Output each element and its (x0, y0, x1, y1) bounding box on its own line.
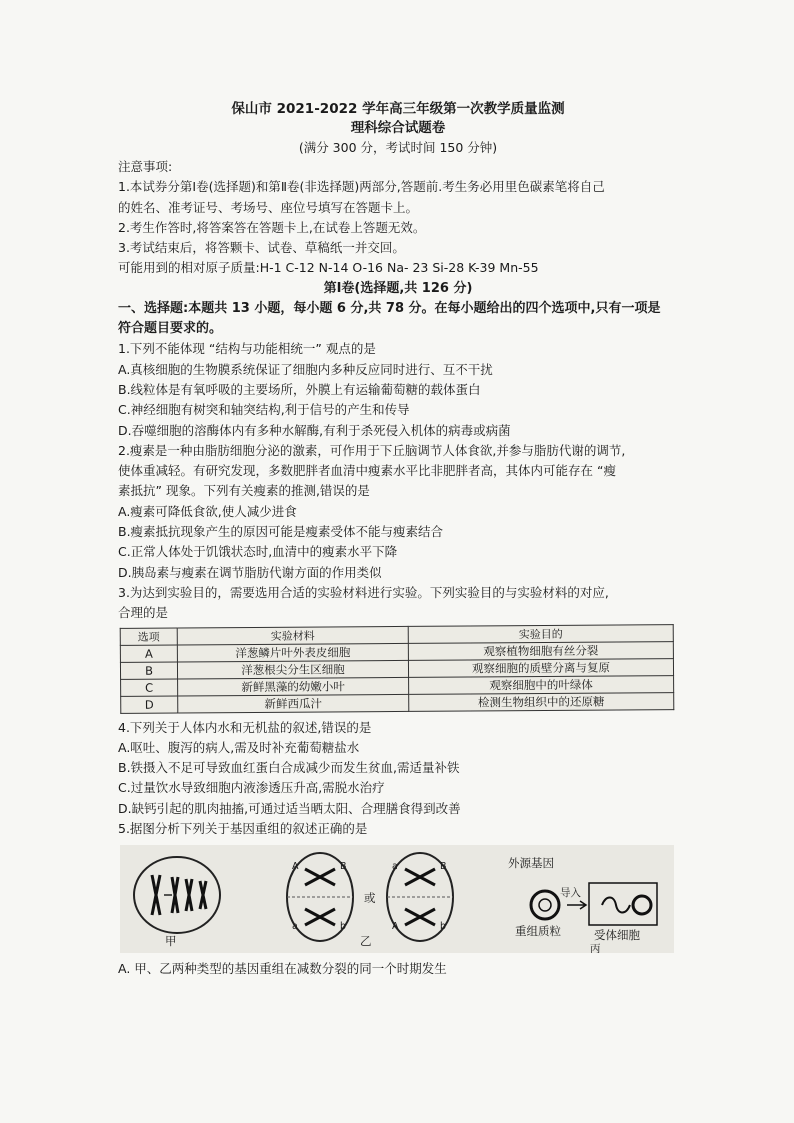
table-cell: 新鲜黑藻的幼嫩小叶 (178, 677, 409, 696)
section-intro: 符合题目要求的。 (118, 321, 223, 337)
instruction-item: 3.考试结束后，将答颗卡、试卷、草稿纸一并交回。 (118, 240, 405, 256)
figure-import: 导入 (560, 887, 581, 900)
exam-subtitle: 理科综合试题卷 (350, 120, 446, 136)
chromosome (305, 869, 335, 885)
exam-title: 保山市 2021-2022 学年高三年级第一次教学质量监测 (231, 101, 565, 117)
q2-option-b: B.瘦素抵抗现象产生的原因可能是瘦素受体不能与瘦素结合 (118, 524, 444, 540)
allele-label: A (392, 921, 399, 933)
allele-label: B (340, 861, 347, 873)
section-title: 第Ⅰ卷(选择题,共 126 分) (323, 280, 473, 296)
chromosome (405, 909, 435, 925)
allele-label: b (340, 921, 347, 933)
table-header: 选项 (120, 628, 177, 645)
allele-label: A (292, 861, 299, 873)
table-cell: 观察细胞的质壁分离与复原 (408, 658, 673, 677)
gene-recombination-figure (120, 845, 674, 953)
table-cell: 洋葱鳞片叶外表皮细胞 (177, 643, 408, 662)
chromosome (405, 869, 435, 885)
q4-option-d: D.缺钙引起的肌肉抽搐,可通过适当晒太阳、合理膳食得到改善 (118, 800, 461, 816)
section-intro: 一、选择题:本题共 13 小题，每小题 6 分,共 78 分。在每小题给出的四个选项中,只有一项是 (118, 300, 661, 316)
figure-label-bing: 丙 (590, 943, 601, 954)
q4-option-c: C.过量饮水导致细胞内液渗透压升高,需脱水治疗 (118, 780, 385, 796)
table-cell: 观察细胞中的叶绿体 (409, 675, 674, 694)
allele-label: B (440, 861, 447, 873)
q2-stem: 2.瘦素是一种由脂肪细胞分泌的激素，可作用于下丘脑调节人体食欲,并参与脂肪代谢的调节, (118, 442, 626, 458)
table-cell: A (120, 645, 177, 662)
plasmid-icon (633, 896, 651, 914)
allele-label: b (440, 921, 447, 933)
table-cell: 新鲜西瓜汁 (178, 694, 409, 713)
q3-stem: 3.为达到实验目的，需要选用合适的实验材料进行实验。下列实验目的与实验材料的对应, (118, 584, 609, 600)
table-header: 实验目的 (408, 624, 673, 643)
figure-or: 或 (364, 891, 376, 906)
q4-stem: 4.下列关于人体内水和无机盐的叙述,错误的是 (118, 719, 372, 735)
import-arrow-icon (567, 901, 586, 909)
table-cell: 观察植物细胞有丝分裂 (408, 641, 673, 660)
q2-option-d: D.胰岛素与瘦素在调节脂肪代谢方面的作用类似 (118, 564, 382, 580)
table-cell: 检测生物组织中的还原糖 (409, 692, 674, 711)
chromosome (172, 877, 178, 913)
atomic-masses: 可能用到的相对原子质量:H-1 C-12 N-14 O-16 Na- 23 Si-28 K-39 Mn-55 (118, 260, 539, 276)
q2-stem: 使体重减轻。有研究发现，多数肥胖者血清中瘦素水平比非肥胖者高，其体内可能存在 “瘦 (118, 463, 616, 479)
q4-option-b: B.铁摄入不足可导致血红蛋白合成减少而发生贫血,需适量补铁 (118, 760, 460, 776)
allele-label: a (392, 861, 398, 873)
instructions-heading: 注意事项: (118, 159, 173, 174)
instruction-item: 1.本试券分第Ⅰ卷(选择题)和第Ⅱ卷(非选择题)两部分,答题前.考生务必用里色碳素笔将自己 (118, 179, 605, 195)
experiment-table (120, 624, 675, 714)
table-cell: D (121, 696, 178, 713)
q3-stem: 合理的是 (118, 605, 169, 621)
q1-option-a: A.真核细胞的生物膜系统保证了细胞内多种反应同时进行、互不干扰 (118, 361, 493, 377)
table-cell: B (120, 662, 177, 679)
q2-option-a: A.瘦素可降低食欲,使人减少进食 (118, 503, 297, 519)
table-cell: 洋葱根尖分生区细胞 (177, 660, 408, 679)
q1-option-c: C.神经细胞有树突和轴突结构,利于信号的产生和传导 (118, 402, 410, 418)
plasmid-icon (531, 891, 559, 919)
cell-jia (134, 857, 220, 933)
q1-option-d: D.吞噬细胞的溶酶体内有多种水解酶,有利于杀死侵入机体的病毒或病菌 (118, 422, 511, 438)
figure-label-jia: 甲 (165, 934, 177, 949)
q1-option-b: B.线粒体是有氧呼吸的主要场所，外膜上有运输葡萄糖的载体蛋白 (118, 381, 481, 397)
figure-label-yi: 乙 (360, 934, 372, 949)
q4-option-a: A.呕吐、腹泻的病人,需及时补充葡萄糖盐水 (118, 739, 360, 755)
table-row (121, 692, 674, 713)
figure-plasmid: 重组质粒 (515, 924, 561, 939)
exam-note: (满分 300 分，考试时间 150 分钟) (298, 140, 498, 155)
q2-option-c: C.正常人体处于饥饿状态时,血清中的瘦素水平下降 (118, 544, 398, 560)
chromosome (186, 879, 192, 911)
q1-stem: 1.下列不能体现 “结构与功能相统一” 观点的是 (118, 341, 376, 357)
plasmid-inner (539, 899, 551, 911)
dna-icon (602, 898, 630, 913)
instruction-item: 2.考生作答时,将答案答在答题卡上,在试卷上答题无效。 (118, 219, 426, 235)
chromosome (305, 909, 335, 925)
table-header: 实验材料 (177, 626, 408, 645)
figure-recipient: 受体细胞 (594, 928, 640, 943)
q2-stem: 素抵抗” 现象。下列有关瘦素的推测,错误的是 (118, 483, 370, 499)
figure-foreign-gene: 外源基因 (508, 856, 554, 871)
chromosome (152, 875, 160, 915)
chromosome (200, 881, 206, 909)
allele-label: a (292, 921, 298, 933)
q5-stem: 5.据图分析下列关于基因重组的叙述正确的是 (118, 821, 368, 837)
instruction-item: 的姓名、准考证号、考场号、座位号填写在答题卡上。 (118, 199, 419, 215)
table-cell: C (121, 679, 178, 696)
exam-page (118, 100, 678, 980)
q5-option-a: A. 甲、乙两种类型的基因重组在减数分裂的同一个时期发生 (118, 961, 447, 977)
recipient-cell-box (589, 883, 657, 925)
